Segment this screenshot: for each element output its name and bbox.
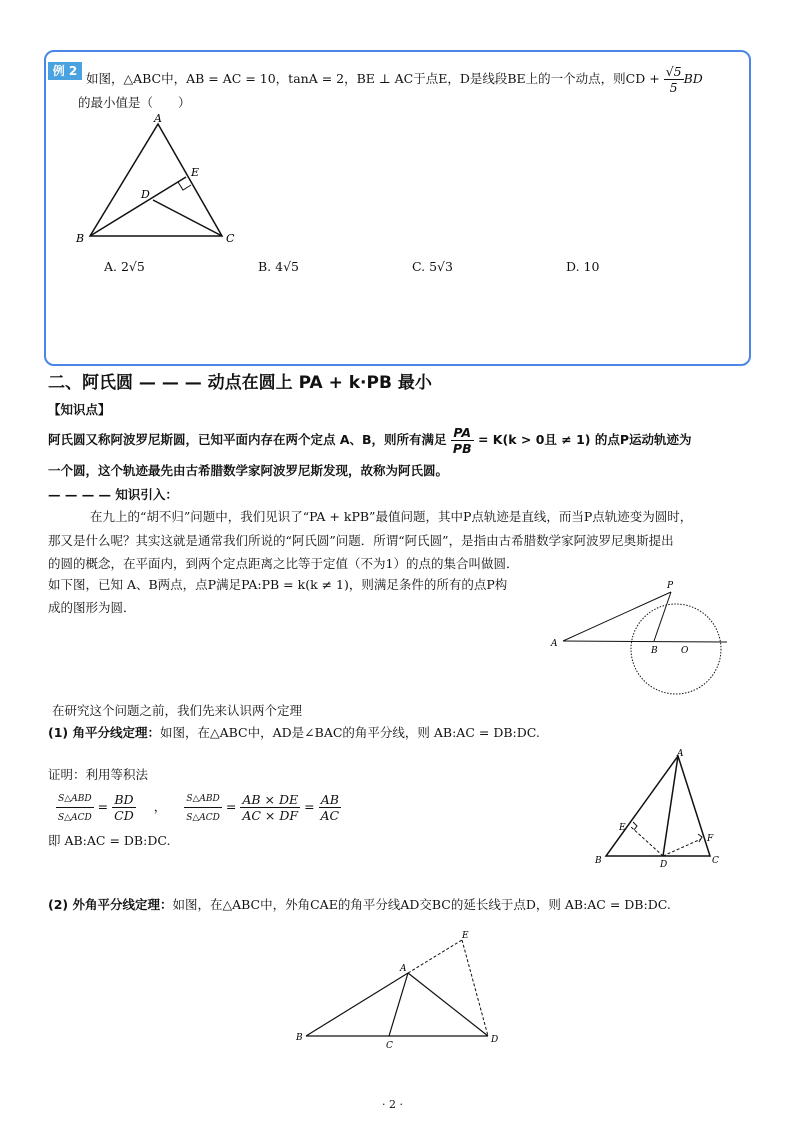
knowledge-label: 【知识点】 [48,402,111,417]
theorem-2: (2) 外角平分线定理：如图，在△ABC中，外角CAE的角平分线AD交BC的延长线于点D，则 AB:AC = DB:DC. [48,897,671,912]
definition-line-2: 一个圆，这个轨迹最先由古希腊数学家阿波罗尼斯发现，故称为阿氏圆。 [48,463,449,478]
example-question-end: 的最小值是（ ） [78,95,191,110]
fig1-label-a: A [677,749,684,759]
fig1-label-e: E [619,823,626,833]
choice-a: A. 2√5 [104,259,145,274]
fig1-label-f: F [707,834,714,844]
section-title: 二、阿氏圆 — — — 动点在圆上 PA + k·PB 最小 [48,373,432,393]
fig-label-a: A [154,112,162,125]
intro-p3: 的圆的概念，在平面内，到两个定点距离之比等于定值（不为1）的点的集合叫做圆． [48,556,519,571]
fig1-label-c: C [712,856,719,866]
angle-bisector-figure [590,746,730,868]
fig2-label-a: A [400,964,407,974]
apollonius-circle-figure [545,578,755,696]
example-triangle-figure [70,110,250,250]
fig1-label-b: B [595,856,602,866]
example-question: 如图，△ABC中，AB = AC = 10，tanA = 2，BE ⊥ AC于点E，D是线段BE上的一个动点，则CD + $\frac{√5}{5}$ BD [86,64,703,95]
fig-label-c: C [226,232,235,245]
fig2-label-e: E [462,931,469,941]
fig-label-d: D [141,188,150,201]
circle-label-p: P [667,581,674,591]
external-bisector-figure [290,928,510,1050]
theorem-1: (1) 角平分线定理：如图，在△ABC中，AD是∠BAC的角平分线，则 AB:AC = DB:DC. [48,725,540,740]
fig2-label-b: B [296,1033,303,1043]
example-tag: 例 2 [48,62,82,80]
intro-p1: 在九上的“胡不归”问题中，我们见识了“PA + kPB”最值问题，其中P点轨迹是直线，而当P点轨迹变为圆时， [90,509,693,524]
fig-label-b: B [76,232,85,245]
intro-label: — — — — 知识引入： [48,487,178,502]
definition-line: 阿氏圆又称阿波罗尼斯圆，已知平面内存在两个定点 A、B，则所有满足 $\frac{PA}{PB}$ = K(k > 0且 ≠ 1) 的点P运动轨迹为 [48,425,692,456]
circle-label-b: B [651,646,658,656]
theorems-lead: 在研究这个问题之前，我们先来认识两个定理 [52,703,303,718]
intro-p5: 成的图形为圆． [48,600,136,615]
circle-label-a: A [551,639,558,649]
choice-b: B. 4√5 [258,259,300,274]
proof-equations: $\frac{\text{S△ABD}}{\text{S△ACD}}$ = $\frac{BD}{CD}$ ， $\frac{\text{S△ABD}}{\text{S△ACD}}$ = $\frac{AB \times DE}{AC \times DF}$ = $\frac{AB}{AC}$ [56,789,341,826]
intro-p4: 如下图，已知 A、B两点，点P满足PA:PB = k(k ≠ 1)，则满足条件的所有的点P构 [48,577,508,592]
intro-p2: 那又是什么呢？其实这就是通常我们所说的“阿氏圆”问题．所谓“阿氏圆”，是指由古希腊数学家阿波罗尼奥斯提出 [48,533,674,548]
circle-label-o: O [681,646,689,656]
proof-label: 证明：利用等积法 [48,767,149,782]
fig2-label-c: C [386,1041,393,1050]
fig1-label-d: D [660,860,668,868]
page-number: · 2 · [382,1098,403,1111]
choice-d: D. 10 [566,259,600,274]
example-fraction: $\frac{√5}{5}$ [665,64,682,95]
choice-c: C. 5√3 [412,259,453,274]
fig-label-e: E [191,166,200,179]
proof-conclusion: 即 AB:AC = DB:DC. [48,833,171,848]
fig2-label-d: D [491,1035,499,1045]
definition-fraction: $\frac{PA}{PB}$ [452,425,472,456]
